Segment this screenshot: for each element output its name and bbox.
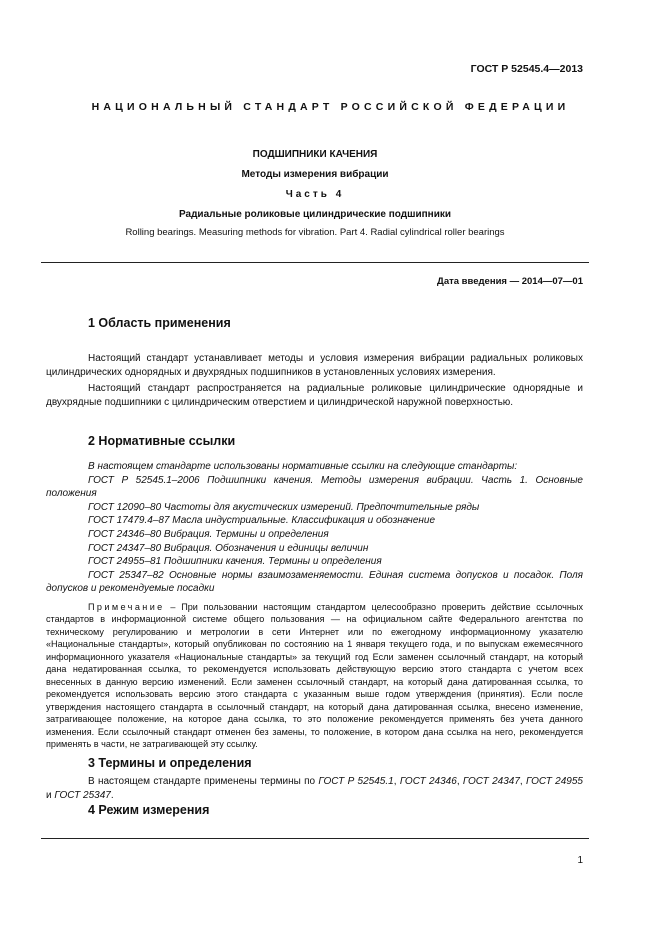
section-1-body <box>46 352 583 410</box>
term-reference: ГОСТ Р 52545.1 <box>318 776 394 787</box>
reference-item: ГОСТ 12090–80 Частоты для акустических измерений. Предпочтительные ряды <box>88 501 480 513</box>
reference-item: ГОСТ 24346–80 Вибрация. Термины и определения <box>88 528 329 540</box>
term-reference: ГОСТ 25347 <box>54 790 111 801</box>
title-english: Rolling bearings. Measuring methods for vibration. Part 4. Radial cylindrical roller bearings <box>125 227 505 238</box>
national-standard-title: НАЦИОНАЛЬНЫЙ СТАНДАРТ РОССИЙСКОЙ ФЕДЕРАЦИИ <box>91 101 570 113</box>
separator: , <box>393 776 400 787</box>
term-reference: ГОСТ 24955 <box>526 776 583 787</box>
title-line-2: Методы измерения вибрации <box>241 169 389 180</box>
title-part: Часть 4 <box>285 189 345 200</box>
note-block <box>46 601 583 750</box>
separator: и <box>46 790 55 801</box>
reference-item: ГОСТ 24955–81 Подшипники качения. Термины и определения <box>88 556 382 568</box>
reference-item: ГОСТ 24347–80 Вибрация. Обозначения и единицы величин <box>88 542 369 554</box>
separator: , <box>456 776 463 787</box>
document-code: ГОСТ Р 52545.4—2013 <box>470 63 583 75</box>
section-1-paragraph-1: Настоящий стандарт устанавливает методы и условия измерения вибрации радиальных роликовых цилиндрических однорядных и двухрядных подшипников в установленных условиях измерения. <box>46 353 583 378</box>
separator: , <box>519 776 526 787</box>
term-reference: ГОСТ 24346 <box>399 776 457 787</box>
reference-item: ГОСТ 25347–82 Основные нормы взаимозаменяемости. Единая система допусков и посадок. Поля допусков и рекомендуемые посадки <box>46 569 583 595</box>
note-text: – При пользовании настоящим стандартом целесообразно проверить действие ссылочных стандартов в информационной системе общего пользования — на официальном сайте Федерального агентства по техническому регулированию и метрологии в сети Интернет или по ежегодному информационному указателю «Национальные стандарты», который опубликован по состоянию на 1 января текущего года, и по выпускам ежемесячного информационного указателя «Национальные стандарты» за текущий год Если заменен ссылочный стандарт, на который дана недатированная ссылка, то рекомендуется использовать действующую версию этого стандарта с учетом всех внесенных в данную версию изменений. Если заменен ссылочный стандарт, на который дана датированная ссылка, то рекомендуется использовать версию этого стандарта с указанным выше годом утверждения (принятия). Если после утверждения настоящего стандарта в ссылочный стандарт, на который дана датированная ссылка, внесено изменение, затрагивающее положение, на которое дана ссылка, то это положение рекомендуется применять без учета данного изменения. Если ссылочный стандарт отменен без замены, то положение, в котором дана ссылка на него, рекомендуется применять в части, не затрагивающей эту ссылку. <box>46 602 583 749</box>
title-line-3: Радиальные роликовые цилиндрические подшипники <box>178 209 451 220</box>
section-3-text: В настоящем стандарте применены термины по <box>88 776 319 787</box>
reference-item: ГОСТ 17479.4–87 Масла индустриальные. Классификация и обозначение <box>88 515 436 527</box>
separator: . <box>110 790 114 801</box>
top-divider <box>41 262 589 263</box>
page-number: 1 <box>577 855 583 866</box>
title-line-1: ПОДШИПНИКИ КАЧЕНИЯ <box>252 149 378 160</box>
section-1-heading: 1 Область применения <box>88 316 231 330</box>
reference-intro: В настоящем стандарте использованы нормативные ссылки на следующие стандарты: <box>88 461 518 472</box>
normative-references-list <box>46 460 583 596</box>
section-3-body <box>46 775 583 803</box>
section-1-paragraph-2: Настоящий стандарт распространяется на радиальные роликовые цилиндрические однорядные и двухрядные подшипники с цилиндрическим отверстием и цилиндрической наружной поверхностью. <box>46 383 583 408</box>
reference-item: ГОСТ Р 52545.1–2006 Подшипники качения. Методы измерения вибрации. Часть 1. Основные положения <box>46 474 583 500</box>
term-reference: ГОСТ 24347 <box>462 776 520 787</box>
section-3-heading: 3 Термины и определения <box>88 756 252 770</box>
section-4-heading: 4 Режим измерения <box>88 803 210 817</box>
section-2-heading: 2 Нормативные ссылки <box>88 434 236 448</box>
note-label: Примечание <box>88 602 165 612</box>
bottom-divider <box>41 838 589 839</box>
introduction-date: Дата введения — 2014—07—01 <box>437 276 583 287</box>
